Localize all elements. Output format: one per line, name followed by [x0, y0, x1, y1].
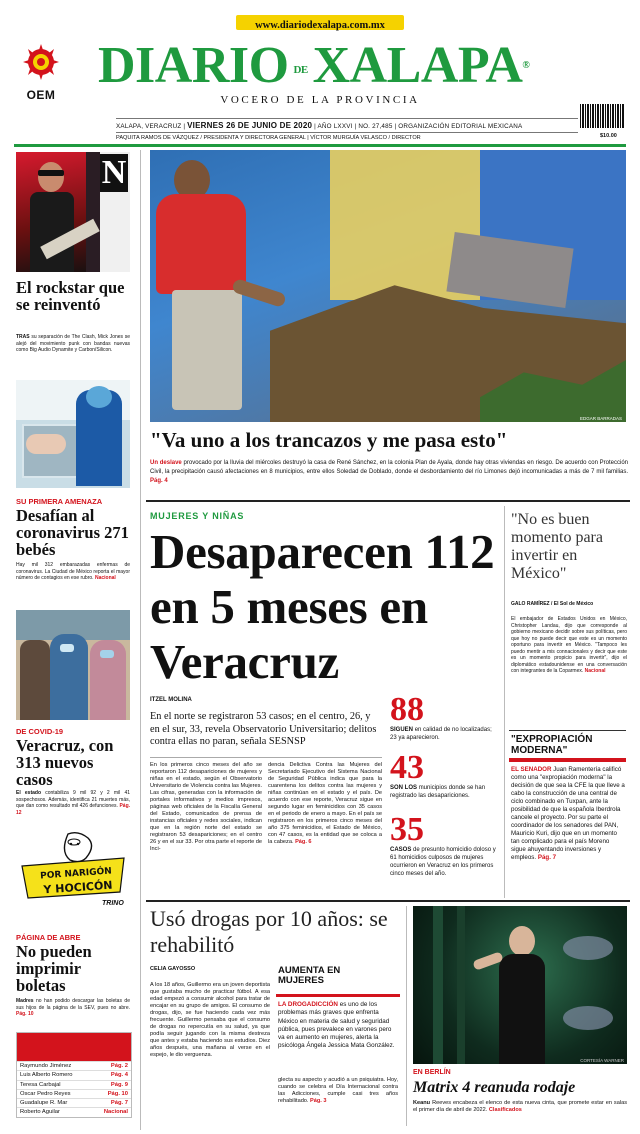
- index-name: Luis Alberto Romero: [20, 1072, 73, 1079]
- main-col2-page: Pág. 6: [295, 839, 312, 845]
- landslide-photo[interactable]: [150, 150, 626, 422]
- matrix-divider: [406, 906, 407, 1126]
- left-column-divider: [140, 150, 141, 1130]
- boletas-headline[interactable]: No pueden imprimir boletas: [16, 942, 92, 995]
- title-left: DIARIO: [98, 37, 289, 94]
- dateline-city: XALAPA, VERACRUZ: [116, 123, 182, 130]
- investment-quote[interactable]: "No es buen momento para invertir en México": [511, 511, 603, 582]
- rock-lead: TRAS: [16, 334, 30, 340]
- index-row[interactable]: [17, 1089, 131, 1098]
- section-rule-bottom: [146, 900, 630, 902]
- oem-text: OEM: [26, 88, 56, 102]
- registered-mark: ®: [522, 60, 530, 71]
- credits-president: PAQUITA RAMOS DE VÁZQUEZ / PRESIDENTA Y DIRECTORA GENERAL: [116, 135, 306, 141]
- covid-body: contabiliza 9 mil 92 y 2 mil 41 sospechosos. Además, identifica 21 muertes más, que dan como resultado mil 426 defunciones.: [16, 790, 131, 809]
- dateline-org: ORGANIZACIÓN EDITORIAL MEXICANA: [398, 123, 523, 130]
- columnists-index: [16, 1032, 132, 1118]
- dateline-mid-rule: [116, 132, 578, 133]
- expro-page: Pág. 7: [537, 854, 557, 861]
- main-deck: En el norte se registraron 53 casos; en el centro, 26, y en el sur, 33, revela Observatorio Universitario; delitos contra ellas no paran, señala SESNSP: [150, 711, 377, 747]
- index-row[interactable]: [17, 1061, 131, 1070]
- expro-rule: [509, 730, 626, 731]
- covid-page: Pág. 12: [16, 803, 131, 816]
- expro-body: Juan Ramentería calificó como una "expropiación moderna" la decisión de que sea la CFE la que lleve a cabo la construcción de una central de ciclo combinado en Tuxpan, ante la posibilidad de que la española Iberdrola cancele el proyecto. Por su parte el coordinador de los senadores del PAN, Mauricio Kuri, dijo que en un momento tan complicado para el país Moreno sigue ahuyentando inversiones y empleos.: [511, 766, 625, 861]
- index-page: Pág. 4: [110, 1072, 128, 1079]
- index-name: Roberto Aguilar: [20, 1109, 60, 1116]
- expro-text: [511, 766, 625, 862]
- deck-rule: [150, 757, 382, 758]
- title-right: XALAPA: [312, 37, 523, 94]
- index-header: [17, 1033, 131, 1061]
- babies-photo[interactable]: [16, 380, 130, 488]
- index-name: Guadalupe R. Mar: [20, 1100, 68, 1107]
- cartoon[interactable]: [16, 830, 132, 914]
- index-page: Pág. 10: [107, 1090, 128, 1097]
- stat-number: 88: [390, 691, 424, 728]
- dateline-year: AÑO LXXVI: [317, 123, 353, 130]
- drugs-box-bar: [276, 994, 400, 997]
- main-col2: [268, 762, 382, 846]
- sun-emblem-icon: [18, 42, 64, 82]
- investment-text: [511, 616, 627, 675]
- covid-text: [16, 790, 130, 816]
- stat-number: 35: [390, 811, 424, 848]
- investment-section: Nacional: [584, 668, 606, 674]
- drugs-box-text: [278, 1001, 398, 1051]
- n-logo: N: [101, 154, 127, 191]
- barcode: [580, 104, 624, 128]
- index-row[interactable]: [17, 1070, 131, 1079]
- matrix-section: Clasificados: [488, 1107, 522, 1113]
- expro-lead: EL SENADOR: [511, 766, 552, 773]
- index-row[interactable]: [17, 1098, 131, 1107]
- url-text: www.diariodexalapa.com.mx: [255, 20, 385, 31]
- drugs-box-tail: [278, 1077, 398, 1105]
- babies-headline[interactable]: Desafían al coronavirus 271 bebés: [16, 506, 129, 559]
- stat-lead: SIGUEN: [390, 727, 414, 733]
- boletas-page: Pág. 10: [16, 1011, 34, 1017]
- drugs-box-body: es uno de los problemas más graves que enfrenta México en materia de salud y seguridad pública, pues prevalece en varones pero va en aumento en mujeres, alerta la psicóloga Ángela Jessica Mata González.: [278, 1001, 395, 1050]
- stat-number: 43: [390, 749, 424, 786]
- matrix-body: Reeves encabeza el elenco de esta nueva cinta, que promete estar en salas el primer día de abril de 2022.: [413, 1100, 627, 1113]
- babies-section: Nacional: [94, 575, 116, 581]
- cartoon-line1: POR NARIGÓN: [39, 866, 113, 882]
- matrix-photo-credit: CORTESÍA WARNER: [580, 1058, 624, 1063]
- rock-headline[interactable]: El rockstar que se reinventó: [16, 278, 125, 314]
- main-col2-body: dencia Delictiva Contra las Mujeres del Secretariado Ejecutivo del Sistema Nacional de Seguridad Pública indica que para la cuarentena los delitos contra las mujeres y niñas continúan en el estado y el país. De acuerdo con ese reporte, Veracruz sigue en segundo lugar en feminicidios con 35 casos en el periodo de enero a mayo. En el país se registraron en los primeros cinco meses del año 375 feminicidios, el Estado de México, con 47 casos, es la entidad que se coloca a la cabeza.: [268, 762, 382, 845]
- url-banner[interactable]: [236, 15, 404, 30]
- rock-text: [16, 334, 130, 354]
- stat-text: [390, 726, 500, 742]
- boletas-kicker: PÁGINA DE ABRE: [16, 933, 81, 942]
- expro-red-bar: [509, 758, 626, 762]
- photo-credit: EDGAR BARRADAS: [579, 416, 622, 421]
- top-text: [150, 459, 628, 485]
- drugs-headline[interactable]: Usó drogas por 10 años: se rehabilitó: [150, 906, 388, 957]
- drugs-box-lead: LA DROGADICCIÓN: [278, 1001, 338, 1008]
- index-name: Oscar Pedro Reyes: [20, 1090, 71, 1097]
- stat-body: municipios donde se han registrado las desapariciones.: [390, 785, 486, 799]
- main-headline[interactable]: Desaparecen 112 en 5 meses en Veracruz: [150, 524, 495, 689]
- dateline: XALAPA, VERACRUZ | VIERNES 26 DE JUNIO DE 2020 | AÑO LXXVI | NO. 27,485 | ORGANIZACIÓN EDITORIAL MEXICANA: [116, 121, 523, 130]
- stat-box-1: [390, 691, 500, 742]
- stat-text: [390, 846, 500, 878]
- stat-body: de presunto homicidio doloso y 61 homicidios culposos de mujeres ocurrieron en Veracruz en los primeros cinco meses del año.: [390, 847, 496, 877]
- title-de: DE: [293, 64, 308, 77]
- top-headline[interactable]: "Va uno a los trancazos y me pasa esto": [150, 428, 508, 452]
- index-row[interactable]: [17, 1107, 131, 1116]
- index-page: Pág. 9: [110, 1081, 128, 1088]
- credits-director: VÍCTOR MURGUÍA VELASCO / DIRECTOR: [310, 135, 421, 141]
- index-page: Nacional: [103, 1109, 128, 1116]
- rock-body: su separación de The Clash, Mick Jones se alejó del movimiento punk con bandas nuevas como Big Audio Dynamite y Carbon/Silicon.: [16, 334, 131, 353]
- covid-photo[interactable]: [16, 610, 130, 720]
- main-byline: ITZEL MOLINA: [150, 697, 192, 703]
- investment-body: El embajador de Estados Unidos en México, Christopher Landau, dijo que corresponde al gobierno mexicano decidir sobre sus políticas, pero que hoy no puede decir que este es un momento oportuno para invertir en México. "Tampoco les puedo mentir a mis connacionales y decir que este es un momento propicio para invertir", dijo el diplomático estadounidense en una conversación con integrantes de la Coparmex.: [511, 616, 627, 674]
- stat-lead: CASOS: [390, 847, 412, 853]
- index-row[interactable]: [17, 1080, 131, 1089]
- drugs-byline: CELIA GAYOSSO: [150, 966, 196, 972]
- dateline-top-rule: [116, 118, 578, 119]
- drugs-col1: A los 18 años, Guillermo era un joven deportista que gustaba mucho de practicar fútbol. A esa edad empezó a consumir alcohol para tratar de encajar en su grupo de amigos. El consumo de drogas, dijo, se fue haciendo cada vez más frecuente. Guillermo pensaba que el consumo de drogas no repercutía en su salud, ya que podía seguir jugando con la misma destreza que antes y estaba haciendo sus estudios. Diez años después, una mañana al verse en el espejo, le dio verguenza.: [150, 982, 270, 1058]
- drugs-box-headline: AUMENTA EN MUJERES: [278, 965, 341, 986]
- right-column-divider: [504, 506, 505, 898]
- rockstar-photo[interactable]: [16, 152, 130, 272]
- covid-lead: El estado: [16, 790, 42, 796]
- stat-text: [390, 784, 500, 800]
- covid-headline[interactable]: Veracruz, con 313 nuevos casos: [16, 736, 114, 789]
- investment-byline: GALO RAMÍREZ / El Sol de México: [511, 601, 594, 607]
- boletas-lead: Madres: [16, 998, 34, 1004]
- index-name: Raymundo Jiménez: [20, 1063, 72, 1069]
- drugs-page: Pág. 3: [310, 1098, 327, 1104]
- stat-lead: SON LOS: [390, 785, 418, 791]
- matrix-text: [413, 1100, 627, 1114]
- drugs-tail-body: glecta su aspecto y acudió a un psiquiatra. Hoy, cuando se celebra el Día Internacional contra las Adicciones, cumple casi tres años rehabilitado.: [278, 1077, 398, 1104]
- boletas-text: [16, 998, 130, 1018]
- matrix-photo[interactable]: [413, 906, 627, 1064]
- main-kicker: MUJERES Y NIÑAS: [150, 511, 245, 521]
- section-rule-top: [146, 500, 630, 502]
- matrix-headline[interactable]: Matrix 4 reanuda rodaje: [413, 1079, 576, 1096]
- index-page: Pág. 2: [110, 1063, 128, 1069]
- oem-logo: [18, 42, 64, 100]
- top-body: provocado por la lluvia del miércoles destruyó la casa de René Sánchez, en la colonia Plan de Ayala, donde hay otras viviendas en riesgo. De acuerdo con Protección Civil, la precipitación causó afectaciones en 8 municipios, entre ellos Soledad de Doblado, donde el desbordamiento del río Limones dejó incomunicadas a más de 7 mil familias.: [150, 460, 629, 475]
- boletas-body: no han podido descargar las boletas de sus hijos de la página de la SEV, pues no abre.: [16, 998, 130, 1011]
- cartoon-line2: Y HOCICÓN: [43, 878, 113, 897]
- newspaper-title[interactable]: [98, 38, 544, 94]
- stat-box-2: [390, 749, 500, 800]
- dateline-date: VIERNES 26 DE JUNIO DE 2020: [187, 121, 313, 130]
- index-name: Teresa Carbajal: [20, 1081, 61, 1088]
- top-page: Pág. 4: [150, 477, 168, 484]
- covid-kicker: DE COVID-19: [16, 727, 64, 736]
- matrix-lead: Keanu: [413, 1100, 431, 1106]
- dateline-issue: NO. 27,485: [358, 123, 393, 130]
- expro-headline[interactable]: "EXPROPIACIÓN MODERNA": [511, 734, 593, 756]
- babies-body: Hay mil 312 embarazadas enfermas de coronavirus. La Ciudad de México reporta el mayor número de contagios en ese rubro.: [16, 562, 130, 581]
- babies-kicker: SU PRIMERA AMENAZA: [16, 497, 103, 506]
- index-page: Pág. 7: [110, 1100, 128, 1107]
- babies-text: [16, 562, 130, 582]
- main-col1: En los primeros cinco meses del año se reportaron 112 desapariciones de mujeres y niñas en el estado, según el Observatorio Universitario de Violencia contra las Mujeres. Las cifras, generadas con la información de portales informativos y medios impresos, páginas web oficiales de la Fiscalía General del Estado, comunicados de prensa de instancias oficiales y redes sociales, indican que en la región norte del estado se registraron 53 desapariciones; en el centro 26 y en el sur 33. Por otra parte el reporte de Inci-: [150, 762, 262, 852]
- motto: VOCERO DE LA PROVINCIA: [220, 94, 420, 106]
- matrix-kicker: EN BERLÍN: [413, 1069, 451, 1076]
- green-rule: [14, 144, 626, 147]
- price: $10.00: [600, 133, 617, 139]
- stat-box-3: [390, 811, 500, 878]
- credits: PAQUITA RAMOS DE VÁZQUEZ / PRESIDENTA Y DIRECTORA GENERAL | VÍCTOR MURGUÍA VELASCO / DIRECTOR: [116, 135, 421, 141]
- top-lead: Un deslave: [150, 460, 182, 466]
- cartoon-signature: TRINO: [102, 900, 124, 907]
- stat-body: en calidad de no localizadas; 23 ya aparecieron.: [390, 727, 492, 741]
